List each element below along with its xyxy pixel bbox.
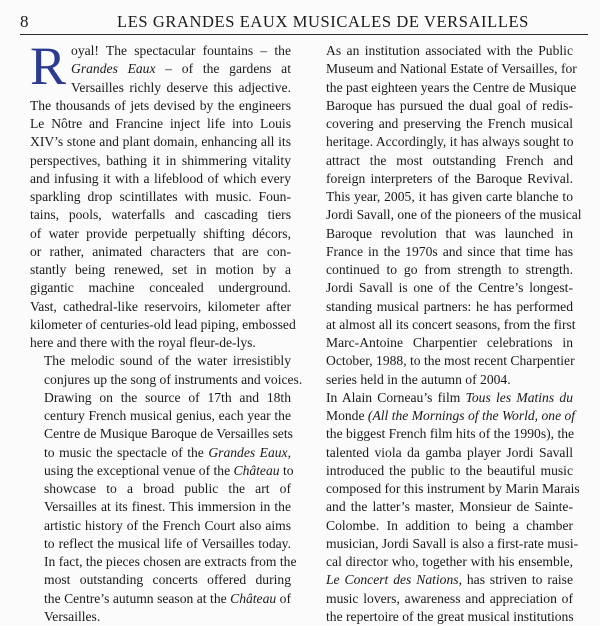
text-line: Jordi Savall, one of the pioneers of the musical [326, 207, 582, 223]
text-line: Le Nôtre and Francine inject life into Louis [30, 116, 291, 131]
text-line: In Alain Corneau’s film Tous les Matins du [326, 389, 573, 405]
text-line: oyal! The spectacular fountains – the [71, 43, 291, 58]
text-line: tains, pools, waterfalls and cascading tiers [30, 207, 291, 223]
text-line: showcase to a broad public the art of [44, 481, 291, 496]
text-line: Baroque has pursued the dual goal of redis- [326, 97, 573, 113]
text-line: XIV’s stone and plant domain, enhancing all its [30, 134, 291, 150]
text-line: perspectives, bathing it in shimmering vitality [30, 152, 291, 168]
text-line: This year, 2005, it has given carte blanche to [326, 189, 573, 204]
text-line: heritage. Accordingly, it has always sought to [326, 134, 574, 150]
text-line: musician, Jordi Savall is also a first-rate musi- [326, 535, 579, 551]
text-line: at almost all its concert seasons, from the first [326, 316, 576, 332]
text-line: to music the spectacle of the Grandes Eaux, [44, 444, 291, 460]
text-line: century French musical genius, each year the [44, 408, 291, 423]
header-rule [20, 34, 588, 35]
text-line: Jordi Savall is one of the Centre’s longest- [326, 280, 573, 296]
text-line: composed for this instrument by Marin Marais [326, 481, 580, 496]
text-line: artistic history of the French Court also aims [44, 517, 291, 533]
right-paragraph-2 [312, 389, 580, 626]
text-line: Marc-Antoine Charpentier celebrations in [326, 335, 573, 350]
left-paragraph-1-text [30, 36, 296, 352]
text-line: introduced the public to the beautiful music [326, 462, 573, 478]
text-line: or rather, animated characters that are con- [30, 243, 291, 259]
text-line: music lovers, awareness and appreciation of [326, 590, 573, 606]
text-line: cal director who, together with his ensemble, [326, 554, 573, 569]
right-paragraph-1-text [312, 42, 582, 389]
text-line: the repertoire of the great musical institutions [326, 608, 574, 624]
text-line: stantly being renewed, set in motion by a [30, 262, 291, 277]
text-line: The melodic sound of the water irresistibly [44, 353, 291, 369]
text-line: Centre de Musique Baroque de Versailles sets [44, 426, 293, 442]
left-column [30, 36, 303, 626]
running-title: LES GRANDES EAUX MUSICALES DE VERSAILLES [117, 12, 529, 31]
text-line: foreign interpreters of the Baroque Revival. [326, 170, 573, 186]
text-line: Versailles. [44, 608, 101, 624]
drop-cap: R [30, 36, 67, 96]
right-column [312, 42, 582, 626]
text-line: In fact, the pieces chosen are extracts from the [44, 554, 297, 569]
page-header [20, 10, 588, 32]
left-paragraph-1 [30, 36, 296, 352]
text-line: As an institution associated with the Public [326, 43, 573, 58]
text-line: Vast, cathedral-like reservoirs, kilometer after [30, 298, 291, 314]
text-line: Monde (All the Mornings of the World, one of [326, 408, 576, 423]
text-line: here and there with the royal fleur-de-lys. [30, 335, 256, 350]
text-line: October, 1988, to the most recent Charpentier [326, 353, 575, 369]
left-paragraph-2 [30, 352, 303, 626]
text-line: gigantic machine concealed underground. [30, 280, 291, 296]
text-line: Museum and National Estate of Versailles, for [326, 61, 577, 77]
text-line: Le Concert des Nations, has striven to raise [326, 572, 573, 588]
text-line: series held in the autumn of 2004. [326, 371, 511, 387]
text-line: to reflect the musical life of Versailles today. [44, 535, 291, 551]
left-paragraph-2-text [30, 352, 303, 626]
text-line: kilometer of centuries-old lead piping, embossed [30, 316, 296, 332]
text-line: and the latter’s master, Monsieur de Sainte- [326, 499, 573, 515]
text-line: talented viola da gamba player Jordi Savall [326, 444, 573, 460]
right-paragraph-1 [312, 42, 582, 389]
page-number: 8 [20, 12, 29, 31]
text-line: covering and preserving the French musical [326, 116, 573, 131]
text-line: the Centre’s autumn season at the Château of [44, 590, 291, 606]
text-line: the past eighteen years the Centre de Musique [326, 79, 577, 95]
text-line: of water provide perpetually shifting décors, [30, 225, 291, 241]
text-line: the biggest French film hits of the 1990s), the [326, 426, 575, 442]
text-line: Drawing on the source of 17th and 18th [44, 389, 291, 405]
text-line: The thousands of jets devised by the engineers [30, 97, 291, 113]
text-line: conjures up the song of instruments and voices. [44, 371, 303, 387]
text-line: sparkling drop scintillates with music. Foun- [30, 189, 291, 204]
text-line: Versailles at its finest. This immersion in the [44, 499, 291, 515]
text-line: Versailles richly deserve this adjective. [71, 79, 291, 95]
text-line: and infusing it with a lifeblood of which every [30, 170, 291, 186]
text-line: Baroque revolution that was launched in [326, 225, 573, 241]
text-line: Colombe. In addition to being a chamber [326, 517, 573, 533]
text-line: attract the most outstanding French and [326, 152, 573, 168]
text-line: using the exceptional venue of the Château to [44, 462, 294, 478]
text-line: Grandes Eaux – of the gardens at [71, 61, 291, 77]
text-line: standing musical partners: he has performed [326, 298, 573, 314]
text-line: continued to go from strength to strength. [326, 262, 573, 277]
text-line: France in the 1970s and since that time has [326, 243, 573, 259]
right-paragraph-2-text [312, 389, 580, 626]
text-line: most outstanding concerts offered during [44, 572, 291, 588]
